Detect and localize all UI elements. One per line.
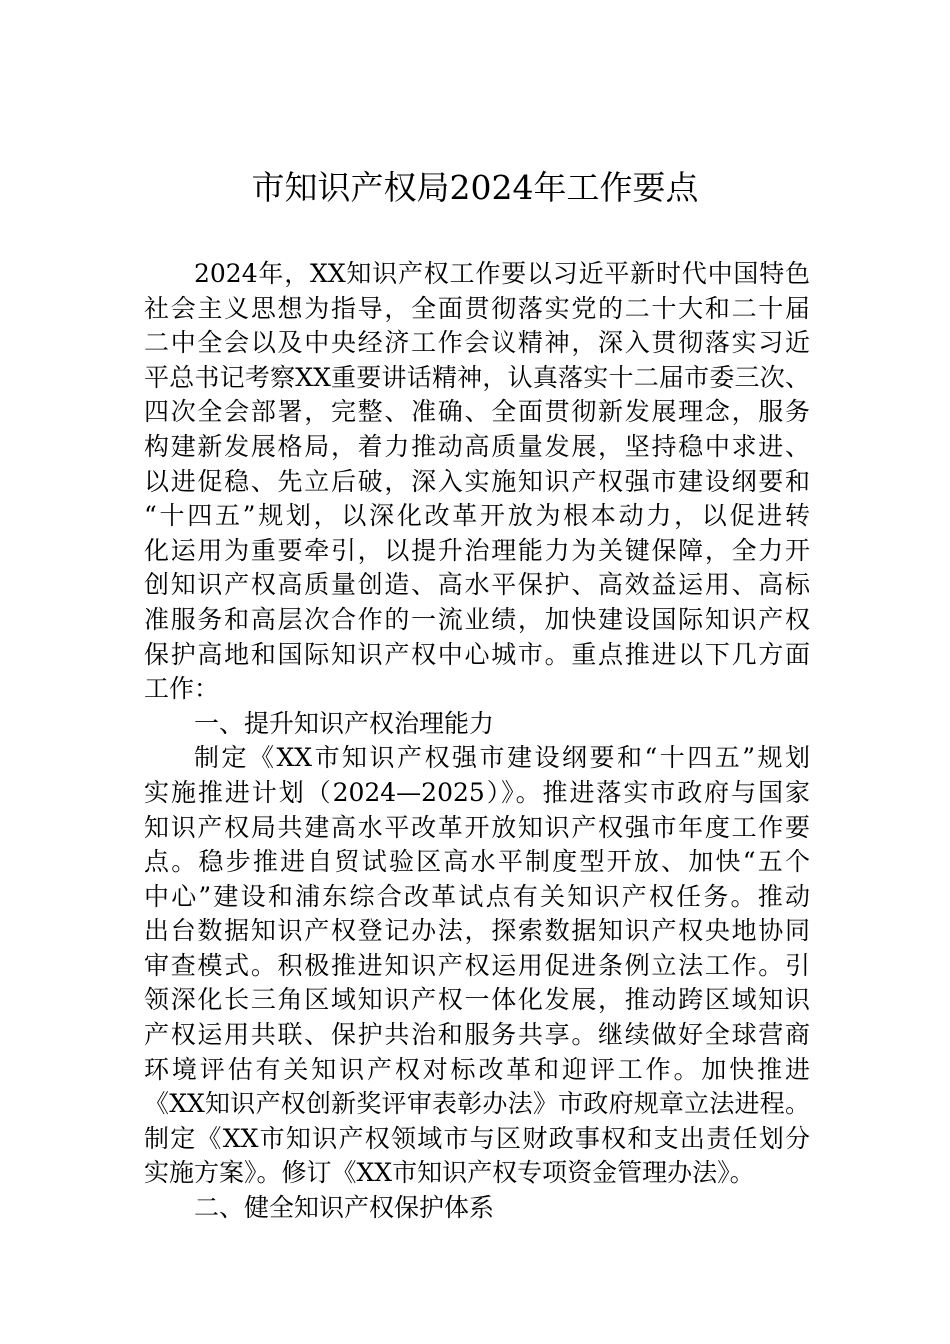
- paragraph-line: 制定《XX市知识产权强市建设纲要和“十四五”规划: [194, 743, 810, 773]
- paragraph-line: 实施推进计划（2024—2025）》。推进落实市政府与国家: [144, 777, 810, 807]
- paragraph-line: 制定《XX市知识产权领域市与区财政事权和支出责任划分: [144, 1123, 810, 1153]
- paragraph-line: 四次全会部署，完整、准确、全面贯彻新发展理念，服务: [144, 397, 810, 427]
- paragraph-line: 二中全会以及中央经济工作会议精神，深入贯彻落实习近: [144, 328, 810, 358]
- paragraph-line: 领深化长三角区域知识产权一体化发展，推动跨区域知识: [144, 985, 810, 1015]
- document-body: [144, 257, 810, 1226]
- paragraph-line: 审查模式。积极推进知识产权运用促进条例立法工作。引: [144, 950, 810, 980]
- document-title: 市知识产权局2024年工作要点: [251, 168, 699, 207]
- section-heading: 一、提升知识产权治理能力: [194, 708, 495, 738]
- paragraph-line: 准服务和高层次合作的一流业绩，加快建设国际知识产权: [144, 604, 810, 634]
- paragraph-line: “十四五”规划，以深化改革开放为根本动力，以促进转: [144, 501, 810, 531]
- paragraph-line: 构建新发展格局，着力推动高质量发展，坚持稳中求进、: [144, 431, 810, 461]
- paragraph-line: 以进促稳、先立后破，深入实施知识产权强市建设纲要和: [144, 466, 810, 496]
- paragraph-line: 产权运用共联、保护共治和服务共享。继续做好全球营商: [144, 1020, 810, 1050]
- paragraph-line: 社会主义思想为指导，全面贯彻落实党的二十大和二十届: [144, 293, 810, 323]
- paragraph-line: 实施方案》。修订《XX市知识产权专项资金管理办法》。: [144, 1158, 755, 1188]
- paragraph-line: 化运用为重要牵引，以提升治理能力为关键保障，全力开: [144, 535, 810, 565]
- paragraph-line: 《XX知识产权创新奖评审表彰办法》市政府规章立法进程。: [144, 1089, 810, 1119]
- paragraph-line: 知识产权局共建高水平改革开放知识产权强市年度工作要: [144, 812, 810, 842]
- section-heading: 二、健全知识产权保护体系: [194, 1193, 495, 1223]
- paragraph-line: 2024年，XX知识产权工作要以习近平新时代中国特色: [194, 259, 810, 288]
- paragraph-line: 平总书记考察XX重要讲话精神，认真落实十二届市委三次、: [144, 362, 810, 392]
- paragraph-line: 创知识产权高质量创造、高水平保护、高效益运用、高标: [144, 570, 810, 600]
- paragraph-line: 出台数据知识产权登记办法，探索数据知识产权央地协同: [144, 916, 810, 946]
- paragraph-line: 中心”建设和浦东综合改革试点有关知识产权任务。推动: [144, 881, 810, 911]
- paragraph-line: 工作：: [144, 674, 220, 704]
- paragraph-line: 环境评估有关知识产权对标改革和迎评工作。加快推进: [144, 1054, 810, 1084]
- paragraph-line: 点。稳步推进自贸试验区高水平制度型开放、加快“五个: [144, 847, 810, 877]
- paragraph-line: 保护高地和国际知识产权中心城市。重点推进以下几方面: [144, 639, 810, 669]
